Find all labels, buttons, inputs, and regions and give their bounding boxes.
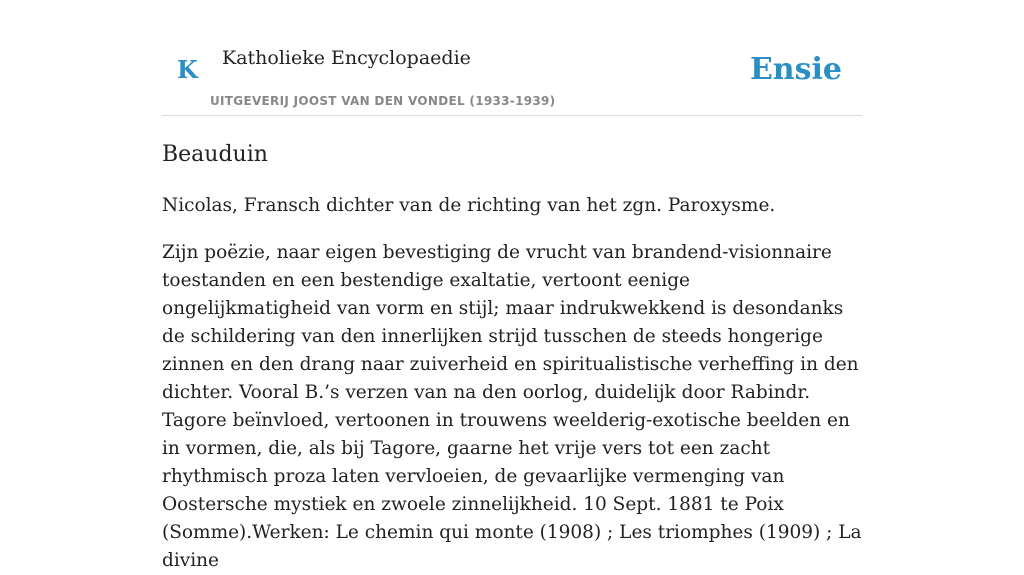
site-header <box>162 0 862 116</box>
entry-paragraph-1: Nicolas, Fransch dichter van de richting van het zgn. Paroxysme. <box>162 195 776 216</box>
brand-logo[interactable]: Ensie <box>749 52 842 87</box>
publisher-subtitle: UITGEVERIJ JOOST VAN DEN VONDEL (1933-1939) <box>210 94 556 108</box>
entry-paragraph-2: Zijn poëzie, naar eigen bevestiging de vrucht van brandend-visionnaire toestanden en een bestendige exaltatie, vertoont eenige ongelijkmatigheid van vorm en stijl; maar indrukwekkend is desondanks de schildering van den innerlijken strijd tusschen de steeds hongerige zinnen en den drang naar zuiverheid en spiritualistische verheffing in den dichter. Vooral B.’s verzen van na den oorlog, duidelijk door Rabindr. Tagore beïnvloed, vertoonen in trouwens weelderig-exotische beelden en in vormen, die, als bij Tagore, gaarne het vrije vers tot een zacht rhythmisch proza laten vervloeien, de gevaarlijke vermenging van Oostersche mystiek en zwoele zinnelijkheid. 10 Sept. 1881 te Poix (Somme).Werken: Le chemin qui monte (1908) ; Les triomphes (1909) ; La divine <box>162 242 862 571</box>
page-container <box>162 0 862 571</box>
site-logo-icon[interactable]: K <box>177 55 198 84</box>
site-title[interactable]: Katholieke Encyclopaedie <box>222 47 471 69</box>
entry-title: Beauduin <box>162 142 268 167</box>
